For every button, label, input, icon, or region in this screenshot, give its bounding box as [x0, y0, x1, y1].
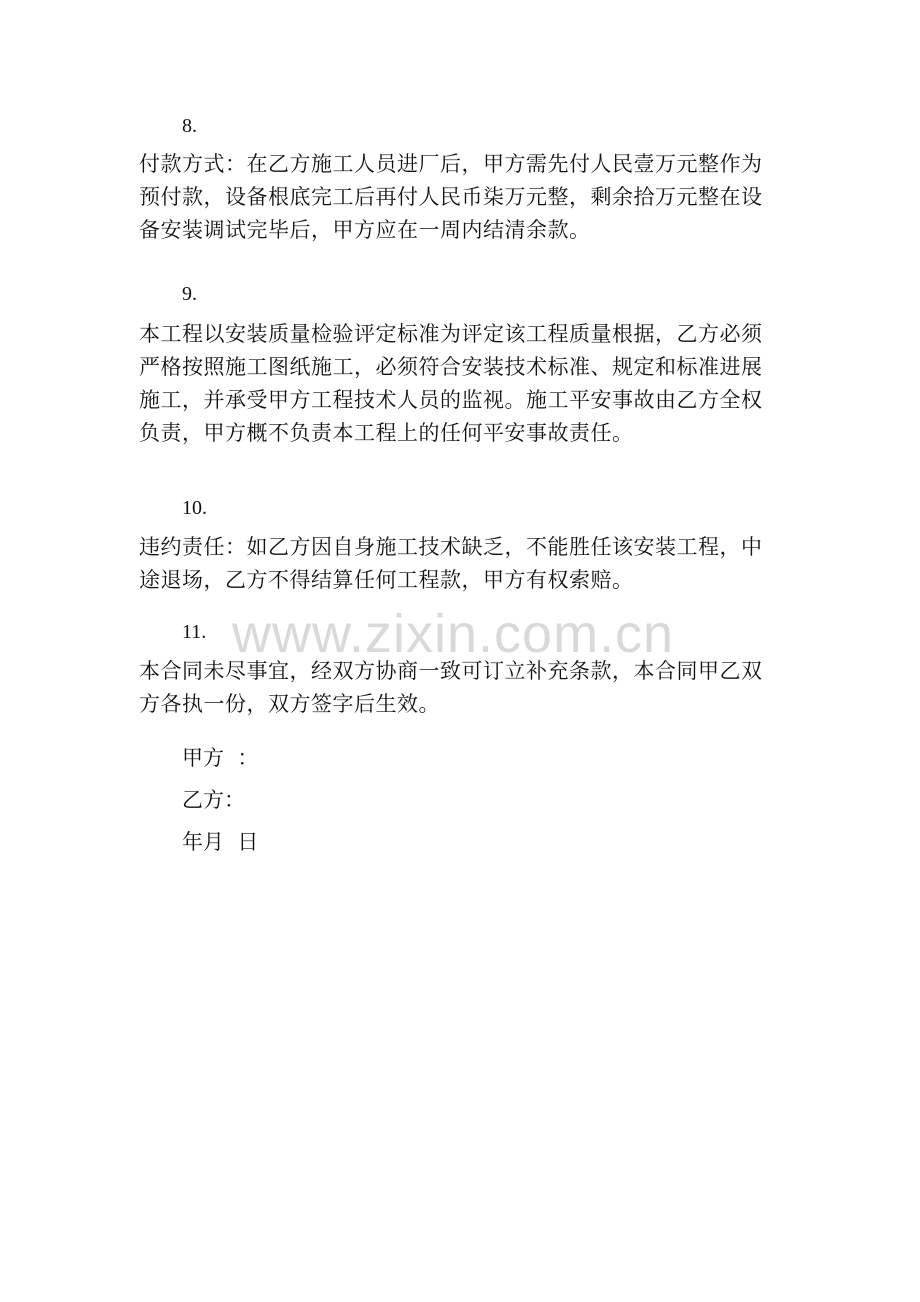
party-a-signature: 甲方 ： — [182, 746, 259, 770]
clause-9-line-1: 本工程以安装质量检验评定标准为评定该工程质量根据，乙方必须 — [139, 322, 763, 346]
clause-10-text — [139, 531, 779, 597]
clause-11-line-1: 本合同未尽事宜，经双方协商一致可订立补充条款，本合同甲乙双 — [139, 659, 763, 683]
clause-10-line-1: 违约责任：如乙方因自身施工技术缺乏，不能胜任该安装工程，中 — [139, 535, 763, 559]
clause-number-9: 9. — [182, 283, 197, 305]
clause-11-line-2: 方各执一份，双方签字后生效。 — [139, 692, 440, 716]
clause-8-line-3: 备安装调试完毕后，甲方应在一周内结清余款。 — [139, 218, 591, 242]
clause-8-line-2: 预付款，设备根底完工后再付人民币柒万元整，剩余拾万元整在设 — [139, 185, 763, 209]
clause-9-line-3: 施工，并承受甲方工程技术人员的监视。施工平安事故由乙方全权 — [139, 388, 763, 412]
clause-number-10: 10. — [182, 497, 207, 519]
clause-9-line-2: 严格按照施工图纸施工，必须符合安装技术标准、规定和标准进展 — [139, 355, 763, 379]
clause-number-11: 11. — [182, 621, 207, 643]
clause-8-text — [139, 148, 779, 247]
watermark: www.zixin.com.cn — [232, 604, 675, 664]
clause-11-text — [139, 655, 779, 721]
clause-9-line-4: 负责，甲方概不负责本工程上的任何平安事故责任。 — [139, 421, 634, 445]
clause-9-text — [139, 318, 779, 450]
party-b-signature: 乙方： — [182, 788, 245, 812]
clause-10-line-2: 途退场，乙方不得结算任何工程款，甲方有权索赔。 — [139, 568, 634, 592]
signature-date: 年月 日 — [182, 830, 259, 854]
clause-number-8: 8. — [182, 115, 197, 137]
clause-8-line-1: 付款方式：在乙方施工人员进厂后，甲方需先付人民壹万元整作为 — [139, 152, 763, 176]
